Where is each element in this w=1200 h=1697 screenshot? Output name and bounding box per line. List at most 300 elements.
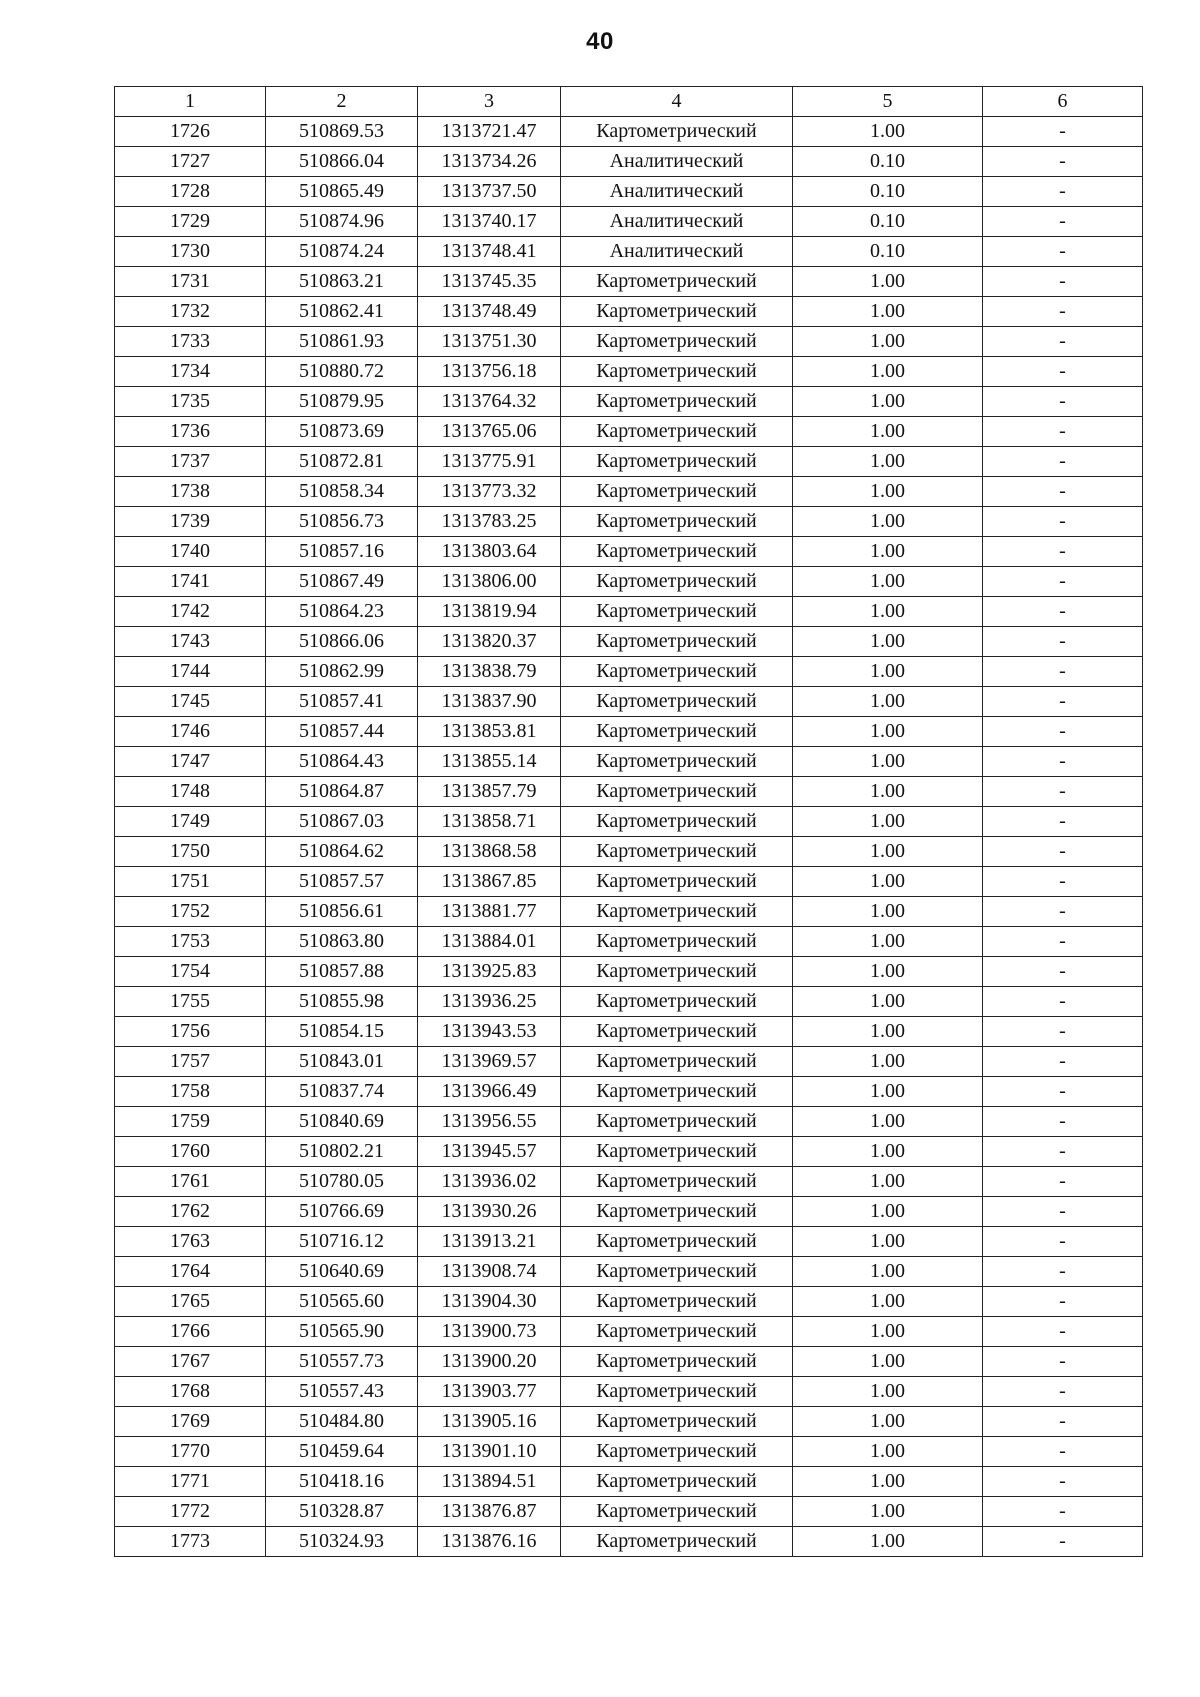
table-row: [115, 597, 1143, 627]
x-coordinate-cell: 510565.60: [266, 1287, 418, 1317]
table-row: [115, 1497, 1143, 1527]
table-row: [115, 957, 1143, 987]
table-row: [115, 567, 1143, 597]
accuracy-cell: 0.10: [793, 147, 983, 177]
table-row: [115, 1227, 1143, 1257]
y-coordinate-cell: 1313945.57: [418, 1137, 561, 1167]
table-row: [115, 1287, 1143, 1317]
accuracy-cell: 1.00: [793, 1197, 983, 1227]
x-coordinate-cell: 510861.93: [266, 327, 418, 357]
method-cell: Картометрический: [561, 777, 793, 807]
method-cell: Картометрический: [561, 1467, 793, 1497]
method-cell: Картометрический: [561, 807, 793, 837]
note-cell: -: [983, 657, 1143, 687]
x-coordinate-cell: 510864.87: [266, 777, 418, 807]
point-number-cell: 1748: [115, 777, 266, 807]
table-row: [115, 1137, 1143, 1167]
y-coordinate-cell: 1313908.74: [418, 1257, 561, 1287]
table-row: [115, 237, 1143, 267]
x-coordinate-cell: 510843.01: [266, 1047, 418, 1077]
note-cell: -: [983, 717, 1143, 747]
point-number-cell: 1740: [115, 537, 266, 567]
note-cell: -: [983, 597, 1143, 627]
note-cell: -: [983, 1017, 1143, 1047]
note-cell: -: [983, 447, 1143, 477]
note-cell: -: [983, 267, 1143, 297]
note-cell: -: [983, 1167, 1143, 1197]
y-coordinate-cell: 1313904.30: [418, 1287, 561, 1317]
note-cell: -: [983, 1407, 1143, 1437]
column-header: 2: [266, 87, 418, 117]
table-row: [115, 1257, 1143, 1287]
method-cell: Картометрический: [561, 1077, 793, 1107]
x-coordinate-cell: 510557.73: [266, 1347, 418, 1377]
point-number-cell: 1760: [115, 1137, 266, 1167]
method-cell: Картометрический: [561, 117, 793, 147]
x-coordinate-cell: 510864.62: [266, 837, 418, 867]
point-number-cell: 1734: [115, 357, 266, 387]
point-number-cell: 1730: [115, 237, 266, 267]
table-body: [115, 117, 1143, 1557]
table-row: [115, 1047, 1143, 1077]
x-coordinate-cell: 510840.69: [266, 1107, 418, 1137]
point-number-cell: 1745: [115, 687, 266, 717]
note-cell: -: [983, 357, 1143, 387]
x-coordinate-cell: 510716.12: [266, 1227, 418, 1257]
x-coordinate-cell: 510867.03: [266, 807, 418, 837]
accuracy-cell: 1.00: [793, 927, 983, 957]
note-cell: -: [983, 687, 1143, 717]
note-cell: -: [983, 1227, 1143, 1257]
table-row: [115, 687, 1143, 717]
y-coordinate-cell: 1313721.47: [418, 117, 561, 147]
note-cell: -: [983, 807, 1143, 837]
x-coordinate-cell: 510802.21: [266, 1137, 418, 1167]
accuracy-cell: 1.00: [793, 1107, 983, 1137]
method-cell: Картометрический: [561, 357, 793, 387]
point-number-cell: 1754: [115, 957, 266, 987]
table-row: [115, 927, 1143, 957]
point-number-cell: 1744: [115, 657, 266, 687]
x-coordinate-cell: 510866.06: [266, 627, 418, 657]
table-row: [115, 1017, 1143, 1047]
method-cell: Картометрический: [561, 417, 793, 447]
table-row: [115, 297, 1143, 327]
note-cell: -: [983, 207, 1143, 237]
method-cell: Картометрический: [561, 927, 793, 957]
table-row: [115, 1107, 1143, 1137]
note-cell: -: [983, 927, 1143, 957]
x-coordinate-cell: 510856.61: [266, 897, 418, 927]
table-row: [115, 177, 1143, 207]
column-header: 3: [418, 87, 561, 117]
accuracy-cell: 1.00: [793, 1317, 983, 1347]
point-number-cell: 1727: [115, 147, 266, 177]
accuracy-cell: 1.00: [793, 597, 983, 627]
table-row: [115, 1197, 1143, 1227]
table-row: [115, 897, 1143, 927]
accuracy-cell: 1.00: [793, 117, 983, 147]
table-row: [115, 747, 1143, 777]
accuracy-cell: 1.00: [793, 1287, 983, 1317]
method-cell: Картометрический: [561, 1137, 793, 1167]
point-number-cell: 1761: [115, 1167, 266, 1197]
note-cell: -: [983, 1077, 1143, 1107]
accuracy-cell: 1.00: [793, 687, 983, 717]
point-number-cell: 1738: [115, 477, 266, 507]
y-coordinate-cell: 1313925.83: [418, 957, 561, 987]
y-coordinate-cell: 1313773.32: [418, 477, 561, 507]
y-coordinate-cell: 1313876.16: [418, 1527, 561, 1557]
accuracy-cell: 1.00: [793, 1017, 983, 1047]
table-row: [115, 987, 1143, 1017]
table-row: [115, 1317, 1143, 1347]
accuracy-cell: 0.10: [793, 207, 983, 237]
accuracy-cell: 1.00: [793, 657, 983, 687]
y-coordinate-cell: 1313783.25: [418, 507, 561, 537]
accuracy-cell: 1.00: [793, 477, 983, 507]
accuracy-cell: 1.00: [793, 747, 983, 777]
method-cell: Картометрический: [561, 1407, 793, 1437]
accuracy-cell: 1.00: [793, 837, 983, 867]
y-coordinate-cell: 1313936.02: [418, 1167, 561, 1197]
y-coordinate-cell: 1313903.77: [418, 1377, 561, 1407]
note-cell: -: [983, 177, 1143, 207]
point-number-cell: 1728: [115, 177, 266, 207]
y-coordinate-cell: 1313881.77: [418, 897, 561, 927]
y-coordinate-cell: 1313734.26: [418, 147, 561, 177]
y-coordinate-cell: 1313803.64: [418, 537, 561, 567]
accuracy-cell: 1.00: [793, 327, 983, 357]
y-coordinate-cell: 1313751.30: [418, 327, 561, 357]
x-coordinate-cell: 510565.90: [266, 1317, 418, 1347]
note-cell: -: [983, 1137, 1143, 1167]
accuracy-cell: 1.00: [793, 267, 983, 297]
note-cell: -: [983, 1527, 1143, 1557]
table-row: [115, 327, 1143, 357]
y-coordinate-cell: 1313740.17: [418, 207, 561, 237]
point-number-cell: 1750: [115, 837, 266, 867]
table-row: [115, 717, 1143, 747]
table-row: [115, 1527, 1143, 1557]
note-cell: -: [983, 1497, 1143, 1527]
point-number-cell: 1764: [115, 1257, 266, 1287]
x-coordinate-cell: 510484.80: [266, 1407, 418, 1437]
column-header: 6: [983, 87, 1143, 117]
x-coordinate-cell: 510874.24: [266, 237, 418, 267]
table-row: [115, 1167, 1143, 1197]
x-coordinate-cell: 510863.80: [266, 927, 418, 957]
accuracy-cell: 1.00: [793, 417, 983, 447]
point-number-cell: 1765: [115, 1287, 266, 1317]
method-cell: Картометрический: [561, 717, 793, 747]
method-cell: Картометрический: [561, 1317, 793, 1347]
column-header: 5: [793, 87, 983, 117]
x-coordinate-cell: 510780.05: [266, 1167, 418, 1197]
accuracy-cell: 1.00: [793, 1257, 983, 1287]
table-row: [115, 267, 1143, 297]
method-cell: Картометрический: [561, 957, 793, 987]
note-cell: -: [983, 507, 1143, 537]
method-cell: Картометрический: [561, 1107, 793, 1137]
method-cell: Картометрический: [561, 1347, 793, 1377]
x-coordinate-cell: 510855.98: [266, 987, 418, 1017]
point-number-cell: 1741: [115, 567, 266, 597]
method-cell: Картометрический: [561, 1287, 793, 1317]
table-row: [115, 507, 1143, 537]
x-coordinate-cell: 510873.69: [266, 417, 418, 447]
accuracy-cell: 1.00: [793, 507, 983, 537]
method-cell: Картометрический: [561, 1167, 793, 1197]
x-coordinate-cell: 510872.81: [266, 447, 418, 477]
point-number-cell: 1773: [115, 1527, 266, 1557]
method-cell: Картометрический: [561, 1047, 793, 1077]
accuracy-cell: 1.00: [793, 957, 983, 987]
note-cell: -: [983, 1107, 1143, 1137]
accuracy-cell: 1.00: [793, 897, 983, 927]
note-cell: -: [983, 117, 1143, 147]
method-cell: Картометрический: [561, 387, 793, 417]
y-coordinate-cell: 1313855.14: [418, 747, 561, 777]
method-cell: Картометрический: [561, 507, 793, 537]
note-cell: -: [983, 957, 1143, 987]
method-cell: Картометрический: [561, 897, 793, 927]
y-coordinate-cell: 1313900.20: [418, 1347, 561, 1377]
table-row: [115, 1467, 1143, 1497]
x-coordinate-cell: 510328.87: [266, 1497, 418, 1527]
x-coordinate-cell: 510864.43: [266, 747, 418, 777]
table-row: [115, 1377, 1143, 1407]
x-coordinate-cell: 510418.16: [266, 1467, 418, 1497]
point-number-cell: 1751: [115, 867, 266, 897]
point-number-cell: 1726: [115, 117, 266, 147]
accuracy-cell: 0.10: [793, 177, 983, 207]
accuracy-cell: 1.00: [793, 987, 983, 1017]
y-coordinate-cell: 1313930.26: [418, 1197, 561, 1227]
x-coordinate-cell: 510865.49: [266, 177, 418, 207]
y-coordinate-cell: 1313819.94: [418, 597, 561, 627]
accuracy-cell: 1.00: [793, 1227, 983, 1257]
accuracy-cell: 1.00: [793, 807, 983, 837]
method-cell: Картометрический: [561, 267, 793, 297]
y-coordinate-cell: 1313894.51: [418, 1467, 561, 1497]
y-coordinate-cell: 1313905.16: [418, 1407, 561, 1437]
table-row: [115, 357, 1143, 387]
x-coordinate-cell: 510857.57: [266, 867, 418, 897]
point-number-cell: 1733: [115, 327, 266, 357]
method-cell: Картометрический: [561, 537, 793, 567]
header-row: [115, 87, 1143, 117]
point-number-cell: 1766: [115, 1317, 266, 1347]
note-cell: -: [983, 1377, 1143, 1407]
y-coordinate-cell: 1313943.53: [418, 1017, 561, 1047]
x-coordinate-cell: 510880.72: [266, 357, 418, 387]
accuracy-cell: 1.00: [793, 867, 983, 897]
method-cell: Картометрический: [561, 627, 793, 657]
y-coordinate-cell: 1313820.37: [418, 627, 561, 657]
note-cell: -: [983, 237, 1143, 267]
y-coordinate-cell: 1313748.41: [418, 237, 561, 267]
y-coordinate-cell: 1313936.25: [418, 987, 561, 1017]
point-number-cell: 1746: [115, 717, 266, 747]
accuracy-cell: 1.00: [793, 1347, 983, 1377]
y-coordinate-cell: 1313765.06: [418, 417, 561, 447]
point-number-cell: 1752: [115, 897, 266, 927]
table-row: [115, 447, 1143, 477]
note-cell: -: [983, 567, 1143, 597]
method-cell: Картометрический: [561, 1257, 793, 1287]
y-coordinate-cell: 1313838.79: [418, 657, 561, 687]
point-number-cell: 1768: [115, 1377, 266, 1407]
table-row: [115, 147, 1143, 177]
method-cell: Аналитический: [561, 177, 793, 207]
table-row: [115, 807, 1143, 837]
y-coordinate-cell: 1313748.49: [418, 297, 561, 327]
table-row: [115, 477, 1143, 507]
x-coordinate-cell: 510857.16: [266, 537, 418, 567]
x-coordinate-cell: 510459.64: [266, 1437, 418, 1467]
method-cell: Картометрический: [561, 1497, 793, 1527]
point-number-cell: 1742: [115, 597, 266, 627]
method-cell: Картометрический: [561, 1527, 793, 1557]
note-cell: -: [983, 147, 1143, 177]
point-number-cell: 1767: [115, 1347, 266, 1377]
y-coordinate-cell: 1313837.90: [418, 687, 561, 717]
note-cell: -: [983, 297, 1143, 327]
point-number-cell: 1729: [115, 207, 266, 237]
note-cell: -: [983, 747, 1143, 777]
method-cell: Картометрический: [561, 1197, 793, 1227]
accuracy-cell: 1.00: [793, 1527, 983, 1557]
method-cell: Картометрический: [561, 447, 793, 477]
y-coordinate-cell: 1313868.58: [418, 837, 561, 867]
method-cell: Картометрический: [561, 987, 793, 1017]
table-row: [115, 627, 1143, 657]
x-coordinate-cell: 510874.96: [266, 207, 418, 237]
y-coordinate-cell: 1313969.57: [418, 1047, 561, 1077]
table-row: [115, 1347, 1143, 1377]
y-coordinate-cell: 1313806.00: [418, 567, 561, 597]
point-number-cell: 1763: [115, 1227, 266, 1257]
table-row: [115, 207, 1143, 237]
note-cell: -: [983, 1287, 1143, 1317]
method-cell: Картометрический: [561, 297, 793, 327]
y-coordinate-cell: 1313876.87: [418, 1497, 561, 1527]
method-cell: Картометрический: [561, 327, 793, 357]
column-header: 4: [561, 87, 793, 117]
point-number-cell: 1755: [115, 987, 266, 1017]
point-number-cell: 1732: [115, 297, 266, 327]
table-row: [115, 837, 1143, 867]
note-cell: -: [983, 837, 1143, 867]
method-cell: Картометрический: [561, 657, 793, 687]
accuracy-cell: 1.00: [793, 567, 983, 597]
x-coordinate-cell: 510837.74: [266, 1077, 418, 1107]
x-coordinate-cell: 510879.95: [266, 387, 418, 417]
table-row: [115, 1407, 1143, 1437]
point-number-cell: 1736: [115, 417, 266, 447]
method-cell: Картометрический: [561, 1437, 793, 1467]
table-row: [115, 867, 1143, 897]
method-cell: Картометрический: [561, 837, 793, 867]
point-number-cell: 1735: [115, 387, 266, 417]
note-cell: -: [983, 897, 1143, 927]
point-number-cell: 1770: [115, 1437, 266, 1467]
note-cell: -: [983, 327, 1143, 357]
point-number-cell: 1772: [115, 1497, 266, 1527]
table-row: [115, 537, 1143, 567]
y-coordinate-cell: 1313966.49: [418, 1077, 561, 1107]
method-cell: Картометрический: [561, 1377, 793, 1407]
table-row: [115, 777, 1143, 807]
accuracy-cell: 1.00: [793, 627, 983, 657]
x-coordinate-cell: 510856.73: [266, 507, 418, 537]
table-row: [115, 1077, 1143, 1107]
accuracy-cell: 1.00: [793, 357, 983, 387]
point-number-cell: 1762: [115, 1197, 266, 1227]
y-coordinate-cell: 1313737.50: [418, 177, 561, 207]
point-number-cell: 1757: [115, 1047, 266, 1077]
accuracy-cell: 1.00: [793, 717, 983, 747]
x-coordinate-cell: 510867.49: [266, 567, 418, 597]
note-cell: -: [983, 987, 1143, 1017]
y-coordinate-cell: 1313764.32: [418, 387, 561, 417]
point-number-cell: 1771: [115, 1467, 266, 1497]
y-coordinate-cell: 1313853.81: [418, 717, 561, 747]
note-cell: -: [983, 777, 1143, 807]
x-coordinate-cell: 510864.23: [266, 597, 418, 627]
accuracy-cell: 1.00: [793, 297, 983, 327]
y-coordinate-cell: 1313858.71: [418, 807, 561, 837]
y-coordinate-cell: 1313901.10: [418, 1437, 561, 1467]
note-cell: -: [983, 1257, 1143, 1287]
x-coordinate-cell: 510324.93: [266, 1527, 418, 1557]
point-number-cell: 1749: [115, 807, 266, 837]
point-number-cell: 1731: [115, 267, 266, 297]
method-cell: Картометрический: [561, 477, 793, 507]
method-cell: Аналитический: [561, 207, 793, 237]
accuracy-cell: 0.10: [793, 237, 983, 267]
x-coordinate-cell: 510640.69: [266, 1257, 418, 1287]
accuracy-cell: 1.00: [793, 777, 983, 807]
point-number-cell: 1759: [115, 1107, 266, 1137]
method-cell: Картометрический: [561, 1227, 793, 1257]
x-coordinate-cell: 510857.41: [266, 687, 418, 717]
accuracy-cell: 1.00: [793, 537, 983, 567]
accuracy-cell: 1.00: [793, 1467, 983, 1497]
method-cell: Картометрический: [561, 747, 793, 777]
note-cell: -: [983, 387, 1143, 417]
note-cell: -: [983, 867, 1143, 897]
method-cell: Картометрический: [561, 1017, 793, 1047]
table-row: [115, 417, 1143, 447]
note-cell: -: [983, 1437, 1143, 1467]
accuracy-cell: 1.00: [793, 1437, 983, 1467]
point-number-cell: 1769: [115, 1407, 266, 1437]
coordinates-table: [114, 86, 1143, 1557]
y-coordinate-cell: 1313756.18: [418, 357, 561, 387]
accuracy-cell: 1.00: [793, 1377, 983, 1407]
table-row: [115, 1437, 1143, 1467]
method-cell: Аналитический: [561, 237, 793, 267]
x-coordinate-cell: 510863.21: [266, 267, 418, 297]
y-coordinate-cell: 1313900.73: [418, 1317, 561, 1347]
note-cell: -: [983, 537, 1143, 567]
note-cell: -: [983, 1197, 1143, 1227]
point-number-cell: 1737: [115, 447, 266, 477]
method-cell: Картометрический: [561, 867, 793, 897]
y-coordinate-cell: 1313867.85: [418, 867, 561, 897]
